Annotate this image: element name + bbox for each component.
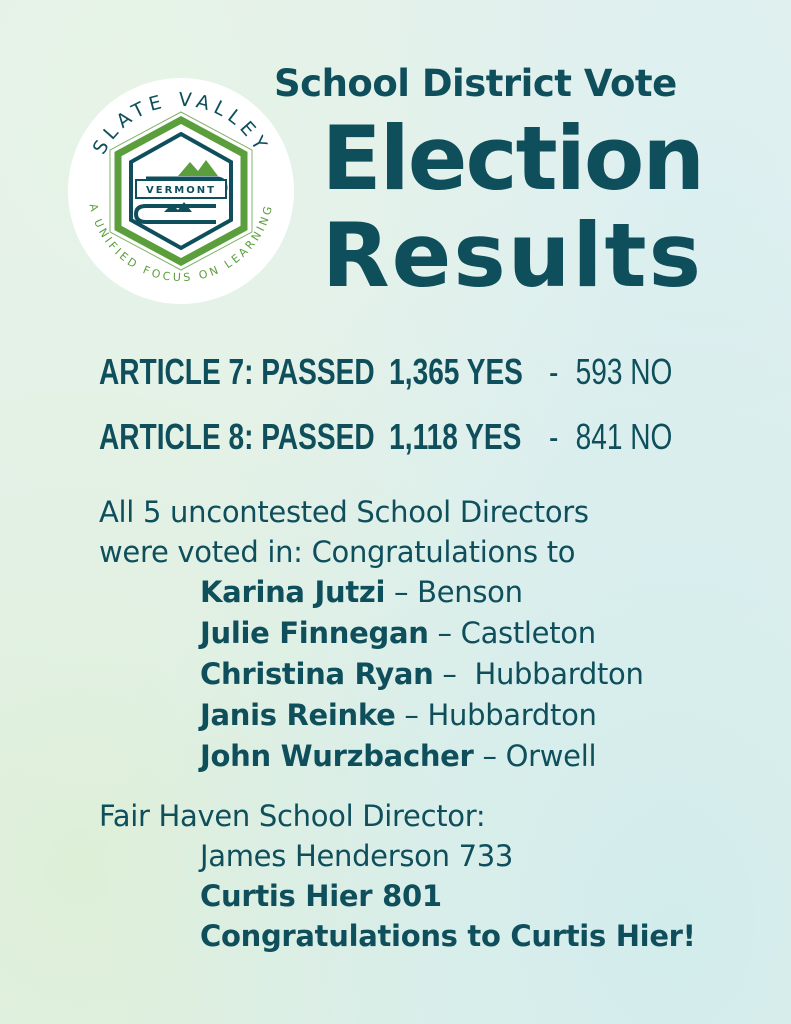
article-dash: - — [549, 351, 559, 392]
list-item — [200, 654, 644, 695]
logo-top-text: SLATE VALLEY — [88, 88, 274, 159]
congratulations-text: Congratulations to Curtis Hier! — [200, 919, 696, 953]
article-label: ARTICLE 8: PASSED — [99, 416, 375, 457]
article-8-row — [99, 416, 672, 458]
list-item — [200, 736, 644, 777]
director-town: – Hubbardton — [395, 698, 597, 732]
director-list — [200, 572, 644, 777]
director-name: Janis Reinke — [200, 698, 396, 732]
page-title-results: Results — [321, 204, 703, 307]
director-town: – Benson — [385, 575, 523, 609]
director-name: Christina Ryan — [200, 657, 434, 691]
article-7-row — [99, 351, 672, 393]
director-town: – Castleton — [428, 616, 596, 650]
logo-tagline: A UNIFIED FOCUS ON LEARNING — [86, 202, 276, 285]
list-item — [200, 695, 644, 736]
director-name: Karina Jutzi — [200, 575, 386, 609]
article-yes-count: 1,365 YES — [389, 351, 523, 392]
page-title-election: Election — [321, 107, 703, 210]
article-no-count: 841 NO — [575, 416, 673, 457]
directors-intro-line: were voted in: Congratulations to — [99, 535, 576, 569]
director-name: John Wurzbacher — [200, 739, 474, 773]
article-no-count: 593 NO — [575, 351, 673, 392]
article-dash: - — [549, 416, 559, 457]
fair-haven-heading: Fair Haven School Director: — [99, 799, 486, 833]
director-town: – Orwell — [473, 739, 597, 773]
directors-intro — [99, 492, 589, 572]
header-subtitle: School District Vote — [274, 62, 677, 105]
logo-state: VERMONT — [146, 185, 216, 196]
article-yes-count: 1,118 YES — [389, 416, 522, 457]
candidate-result: James Henderson 733 — [200, 839, 514, 873]
list-item — [200, 613, 644, 654]
candidate-result-winner: Curtis Hier 801 — [200, 879, 442, 913]
directors-intro-line: All 5 uncontested School Directors — [99, 495, 589, 529]
director-name: Julie Finnegan — [200, 616, 429, 650]
director-town: – Hubbardton — [433, 657, 644, 691]
article-label: ARTICLE 7: PASSED — [99, 351, 375, 392]
slate-valley-logo — [66, 76, 296, 306]
fair-haven-results — [200, 836, 696, 956]
list-item — [200, 572, 644, 613]
